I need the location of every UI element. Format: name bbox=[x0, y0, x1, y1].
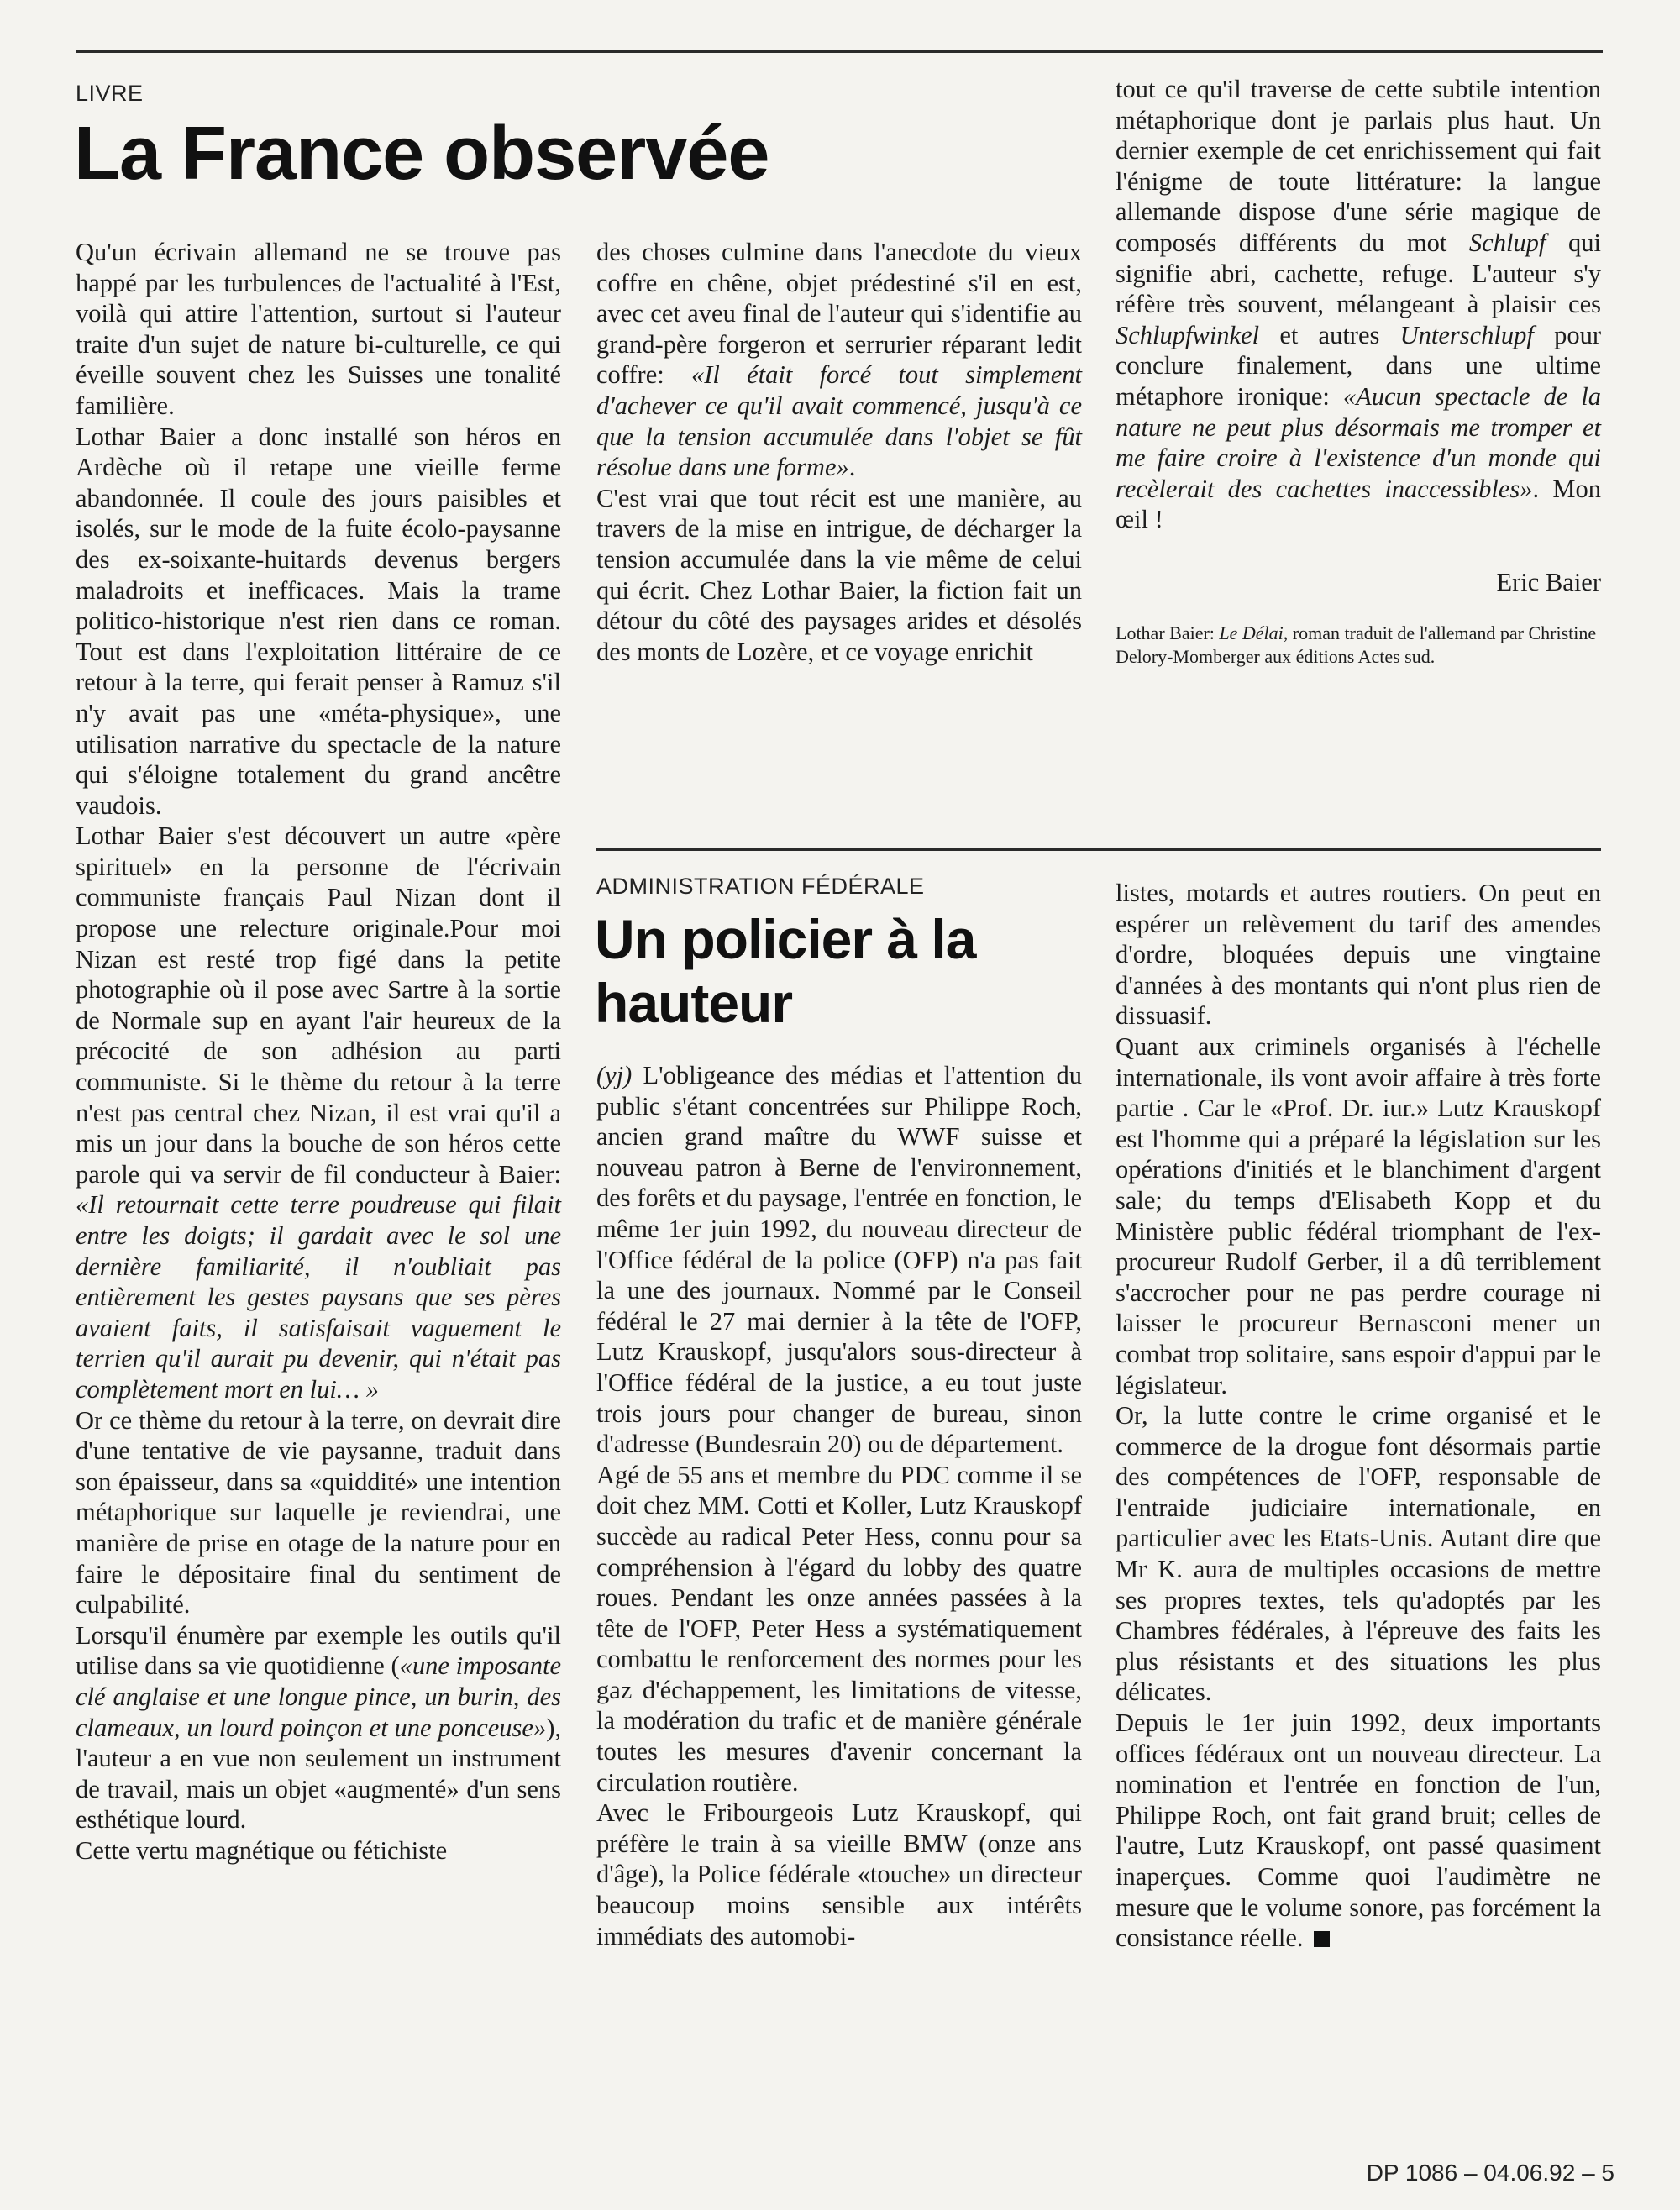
paragraph bbox=[1116, 878, 1601, 1032]
text-run: tout ce qu'il traverse de cette subtile intention métaphorique dont je parlais plus haut. Un dernier exemple de cet enrichissement qui fait l'énigme de toute littérature: la langue allemande dispose d'une série magique de composés différents du mot bbox=[1116, 75, 1601, 257]
paragraph bbox=[76, 1835, 561, 1866]
paragraph bbox=[596, 1060, 1082, 1460]
book-credit bbox=[1116, 622, 1601, 669]
paragraph bbox=[76, 237, 561, 422]
text-run: Quant aux criminels organisés à l'échelle internationale, ils vont avoir affaire à très forte partie . Car le «Prof. Dr. iur.» Lutz Krauskopf est l'homme qui a préparé la législation sur les opérations d'initiés et le blanchiment d'argent sale; du temps d'Elisabeth Kopp et du Ministère public fédéral triomphant de l'ex-procureur Rudolf Gerber, il a dû terriblement s'accrocher pour ne pas perdre courage ni laisser le procureur Bernasconi mener un combat trop solitaire, sans espoir d'appui par le législateur. bbox=[1116, 1032, 1601, 1399]
text-run: qui signifie abri, cachette, refuge. L'auteur s'y réfère très souvent, mélangeant à plaisir ces bbox=[1116, 228, 1601, 319]
livre-column-1 bbox=[76, 237, 561, 1866]
author-signature: Eric Baier bbox=[1496, 567, 1601, 596]
text-run: listes, motards et autres routiers. On peut en espérer un relèvement du tarif des amendes d'ordre, bloquées depuis une vingtaine d'années à des montants qui n'ont plus rien de dissuasif. bbox=[1116, 879, 1601, 1031]
text-run: Lorsqu'il énumère par exemple les outils qu'il utilise dans sa vie quotidienne ( bbox=[76, 1620, 561, 1681]
text-run: pour conclure finalement, dans une ultime métaphore ironique: bbox=[1116, 320, 1601, 411]
admin-column-3-text bbox=[1116, 878, 1601, 1954]
paragraph bbox=[596, 1460, 1082, 1798]
text-run: et autres bbox=[1259, 320, 1400, 349]
text-run: Lothar Baier a donc installé son héros en Ardèche où il retape une vieille ferme abandonnée. Il coule des jours paisibles et isolés, sur le mode de la fuite écolo-paysanne des ex-soixante-huitards devenus bergers maladroits et inefficaces. Mais la trame politico-historique n'est rien dans ce roman. Tout est dans l'exploitation littéraire de ce retour à la terre, qui ferait penser à Ramuz s'il n'y avait pas une «méta-physique», une utilisation narrative du spectacle de la nature qui s'éloigne totalement du grand ancêtre vaudois. bbox=[76, 422, 561, 820]
headline-un-policier bbox=[595, 907, 975, 1035]
italic-text: Unterschlupf bbox=[1399, 320, 1534, 349]
text-run: L'obligeance des médias et l'attention du public s'étant concentrées sur Philippe Roch, ancien grand maître du WWF suisse et nouveau patron à Berne de l'environnement, des forêts et du paysage, l'entrée en fonction, le même 1er juin 1992, du nouveau directeur de l'Office fédéral de la police (OFP) n'a pas fait la une des journaux. Nommé par le Conseil fédéral le 27 mai dernier à la tête de l'OFP, Lutz Krauskopf, jusqu'alors sous-directeur à l'Office fédéral de la justice, a eu tout juste trois jours pour changer de bureau, sinon d'adresse (Bundesrain 20) ou de département. bbox=[596, 1061, 1082, 1459]
paragraph bbox=[76, 1405, 561, 1620]
paragraph bbox=[76, 1620, 561, 1835]
livre-column-2 bbox=[596, 237, 1082, 667]
admin-column-2 bbox=[596, 1060, 1082, 1951]
italic-text: «Il retournait cette terre poudreuse qui filait entre les doigts; il gardait avec le sol une dernière familiarité, il n'oubliait pas entièrement les gestes paysans que ses pères avaient faits, il satisfaisait vaguement le terrien qu'il aurait pu devenir, qui n'était pas complètement mort en lui… » bbox=[76, 1190, 561, 1404]
admin-column-3 bbox=[1116, 878, 1601, 1954]
paragraph bbox=[596, 237, 1082, 483]
paragraph bbox=[1116, 1032, 1601, 1400]
italic-text: Schlupf bbox=[1468, 228, 1546, 257]
italic-text: (yj) bbox=[596, 1061, 633, 1089]
paragraph bbox=[1116, 1400, 1601, 1708]
italic-text: «Aucun spectacle de la nature ne peut plus désormais me tromper et me faire croire à l'existence d'un monde qui recèlerait des cachettes inaccessibles» bbox=[1116, 381, 1601, 503]
paragraph bbox=[596, 483, 1082, 668]
text-run: Lothar Baier: bbox=[1116, 622, 1220, 643]
section-kicker-administration: ADMINISTRATION FÉDÉRALE bbox=[596, 874, 925, 899]
headline-line-1: Un policier à la bbox=[595, 908, 976, 970]
text-run: C'est vrai que tout récit est une manière, au travers de la mise en intrigue, de décharger la tension accumulée dans la vie même de celui qui écrit. Chez Lothar Baier, la fiction fait un détour du côté des paysages arides et désolés des monts de Lozère, et ce voyage enrichit bbox=[596, 483, 1082, 666]
italic-text: «une imposante clé anglaise et une longue pince, un burin, des clameaux, un lourd poinçon et une ponceuse» bbox=[76, 1651, 561, 1742]
section-rule bbox=[596, 848, 1601, 851]
page-footer: DP 1086 – 04.06.92 – 5 bbox=[1366, 2160, 1614, 2186]
text-run: Or, la lutte contre le crime organisé et le commerce de la drogue font désormais partie des compétences de l'OFP, responsable de l'entraide judiciaire internationale, en particulier avec les Etats-Unis. Autant dire que Mr K. aura de multiples occasions de mettre ses propres textes, tels qu'adoptés par les Chambres fédérales, à l'épreuve des faits les plus résistants et des situations les plus délicates. bbox=[1116, 1401, 1601, 1707]
text-run: Or ce thème du retour à la terre, on devrait dire d'une tentative de vie paysanne, traduit dans son épaisseur, dans sa «quiddité» une intention métaphorique sur laquelle je reviendrai, une manière de prise en otage de la nature pour en faire le dépositaire final du sentiment de culpabilité. bbox=[76, 1405, 561, 1619]
headline-la-france-observee: La France observée bbox=[74, 112, 769, 196]
section-kicker-livre: LIVRE bbox=[76, 81, 144, 106]
italic-text: Schlupfwinkel bbox=[1116, 320, 1260, 349]
end-of-article-square-icon bbox=[1314, 1931, 1330, 1947]
text-run: Depuis le 1er juin 1992, deux importants offices fédéraux ont un nouveau directeur. La nomination et l'entrée en fonction de l'un, Philippe Roch, ont fait grand bruit; celles de l'autre, Lutz Krauskopf, ont passé quasiment inaperçues. Comme quoi l'audimètre ne mesure que le volume sonore, pas forcément la consistance réelle. bbox=[1116, 1709, 1601, 1953]
text-run: des choses culmine dans l'anecdote du vieux coffre en chêne, objet prédestiné s'il en est, avec cet aveu final de l'auteur qui s'identifie au grand-père forgeron et serrurier réparant ledit coffre: bbox=[596, 238, 1082, 390]
text-run: , roman traduit de l'allemand par Christine Delory-Momberger aux éditions Actes sud. bbox=[1116, 622, 1597, 667]
headline-line-2: hauteur bbox=[595, 972, 793, 1034]
italic-text: Le Délai bbox=[1219, 622, 1284, 643]
text-run: . bbox=[848, 453, 856, 482]
top-rule bbox=[76, 50, 1603, 53]
text-run: . Mon œil ! bbox=[1116, 474, 1601, 534]
livre-column-3 bbox=[1116, 74, 1601, 669]
text-run: Agé de 55 ans et membre du PDC comme il se doit chez MM. Cotti et Koller, Lutz Krauskopf succède au radical Peter Hess, connu pour sa compréhension à l'égard du lobby des quatre roues. Pendant les onze années passées à la tête de l'OFP, Peter Hess a systématiquement combattu le renforcement des normes pour les gaz d'échappement, les limitations de vitesse, la modération du trafic et de manière générale toutes les mesures d'avenir concernant la circulation routière. bbox=[596, 1460, 1082, 1797]
text-run: ), l'auteur a en vue non seulement un instrument de travail, mais un objet «augmenté» d'un sens esthétique lourd. bbox=[76, 1713, 561, 1835]
paragraph bbox=[596, 1798, 1082, 1951]
text-run: Cette vertu magnétique ou fétichiste bbox=[76, 1835, 448, 1865]
text-run: Avec le Fribourgeois Lutz Krauskopf, qui préfère le train à sa vieille BMW (onze ans d'âge), la Police fédérale «touche» un directeur beaucoup moins sensible aux intérêts immédiats des automobi- bbox=[596, 1798, 1082, 1950]
paragraph bbox=[76, 821, 561, 1404]
text-run: Lothar Baier s'est découvert un autre «père spirituel» en la personne de l'écrivain communiste français Paul Nizan dont il propose une relecture originale.Pour moi Nizan est resté trop figé dans la petite photographie où il pose avec Sartre à la sortie de Normale sup en ayant l'air heureux de la précocité de son adhésion au parti communiste. Si le thème du retour à la terre n'est pas central chez Nizan, il est vrai qu'il a mis un jour dans la bouche de son héros cette parole qui va servir de fil conducteur à Baier: bbox=[76, 822, 561, 1189]
italic-text: «Il était forcé tout simplement d'achever ce qu'il avait commencé, jusqu'à ce que la tension accumulée dans l'objet se fût résolue dans une forme» bbox=[596, 360, 1083, 482]
livre-column-3-text bbox=[1116, 74, 1601, 535]
paragraph bbox=[76, 422, 561, 822]
paragraph bbox=[1116, 74, 1601, 535]
paragraph bbox=[1116, 1708, 1601, 1954]
text-run: Qu'un écrivain allemand ne se trouve pas happé par les turbulences de l'actualité à l'Est, voilà qui attire l'attention, surtout si l'auteur traite d'un sujet de nature bi-culturelle, ce qui éveille souvent chez les Suisses une tonalité familière. bbox=[76, 238, 561, 420]
